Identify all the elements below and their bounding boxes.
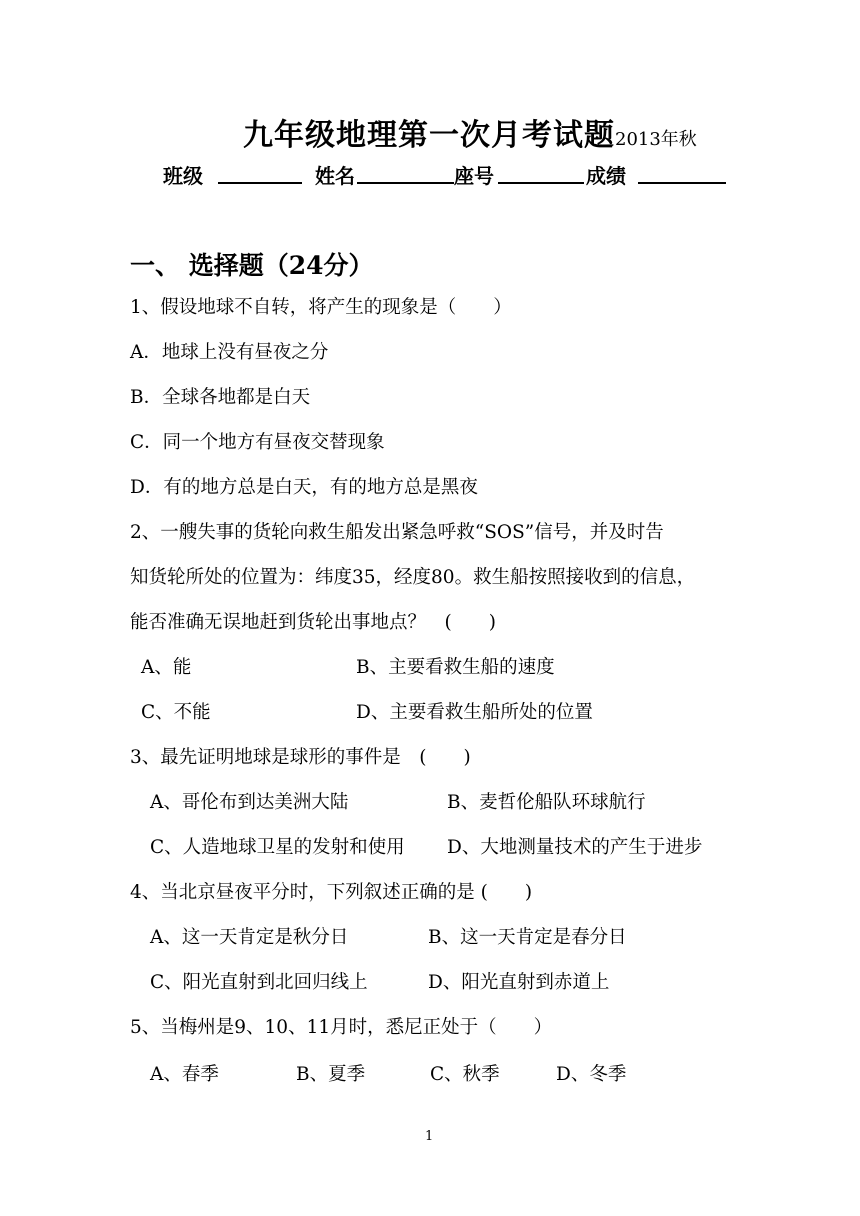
question-2-option-a: A、能 [141, 657, 192, 678]
question-5-option-c: C、秋季 [430, 1064, 500, 1085]
page-number: 1 [425, 1129, 434, 1144]
question-1-option-a: A．地球上没有昼夜之分 [130, 342, 329, 363]
question-5-stem: 5、当梅州是9、10、11月时，悉尼正处于（ ） [130, 1017, 553, 1038]
question-4-option-b: B、这一天肯定是春分日 [428, 927, 627, 948]
question-1-option-d: D．有的地方总是白天，有的地方总是黑夜 [130, 477, 478, 498]
question-3-option-a: A、哥伦布到达美洲大陆 [150, 792, 349, 813]
class-label: 班级 [163, 164, 203, 188]
question-2-option-d: D、主要看救生船所处的位置 [356, 702, 593, 723]
score-label: 成绩 [586, 164, 626, 188]
question-2-stem-line-1: 2、一艘失事的货轮向救生船发出紧急呼救“SOS”信号，并及时告 [130, 522, 664, 543]
question-2-option-b: B、主要看救生船的速度 [356, 657, 555, 678]
question-2-stem-line-3: 能否准确无误地赶到货轮出事地点？ ( ) [130, 612, 496, 633]
name-label: 姓名 [315, 164, 355, 188]
question-5-option-b: B、夏季 [296, 1064, 366, 1085]
question-3-option-b: B、麦哲伦船队环球航行 [447, 792, 646, 813]
question-2-stem-line-2: 知货轮所处的位置为：纬度35，经度80。救生船按照接收到的信息， [130, 567, 696, 588]
exam-term: 2013年秋 [615, 129, 697, 150]
question-3-option-d: D、大地测量技术的产生于进步 [447, 837, 703, 858]
class-blank[interactable] [218, 182, 302, 184]
exam-title [243, 110, 697, 154]
section-heading: 一、 选择题（24分） [130, 251, 374, 280]
question-3-option-c: C、人造地球卫星的发射和使用 [150, 837, 405, 858]
question-4-option-d: D、阳光直射到赤道上 [428, 972, 610, 993]
score-blank[interactable] [638, 182, 726, 184]
question-3-stem: 3、最先证明地球是球形的事件是 ( ) [130, 747, 471, 768]
exam-title-text: 九年级地理第一次月考试题 [243, 118, 615, 153]
question-1-option-b: B．全球各地都是白天 [130, 387, 311, 408]
seat-label: 座号 [454, 164, 494, 188]
question-4-option-c: C、阳光直射到北回归线上 [150, 972, 368, 993]
question-2-option-c: C、不能 [141, 702, 211, 723]
question-5-option-d: D、冬季 [556, 1064, 627, 1085]
question-1-stem: 1、假设地球不自转，将产生的现象是（ ） [130, 297, 512, 318]
name-blank[interactable] [357, 182, 454, 184]
question-4-option-a: A、这一天肯定是秋分日 [150, 927, 349, 948]
seat-blank[interactable] [498, 182, 584, 184]
question-1-option-c: C．同一个地方有昼夜交替现象 [130, 432, 385, 453]
question-4-stem: 4、当北京昼夜平分时，下列叙述正确的是 ( ) [130, 882, 533, 903]
question-5-option-a: A、春季 [150, 1064, 219, 1085]
